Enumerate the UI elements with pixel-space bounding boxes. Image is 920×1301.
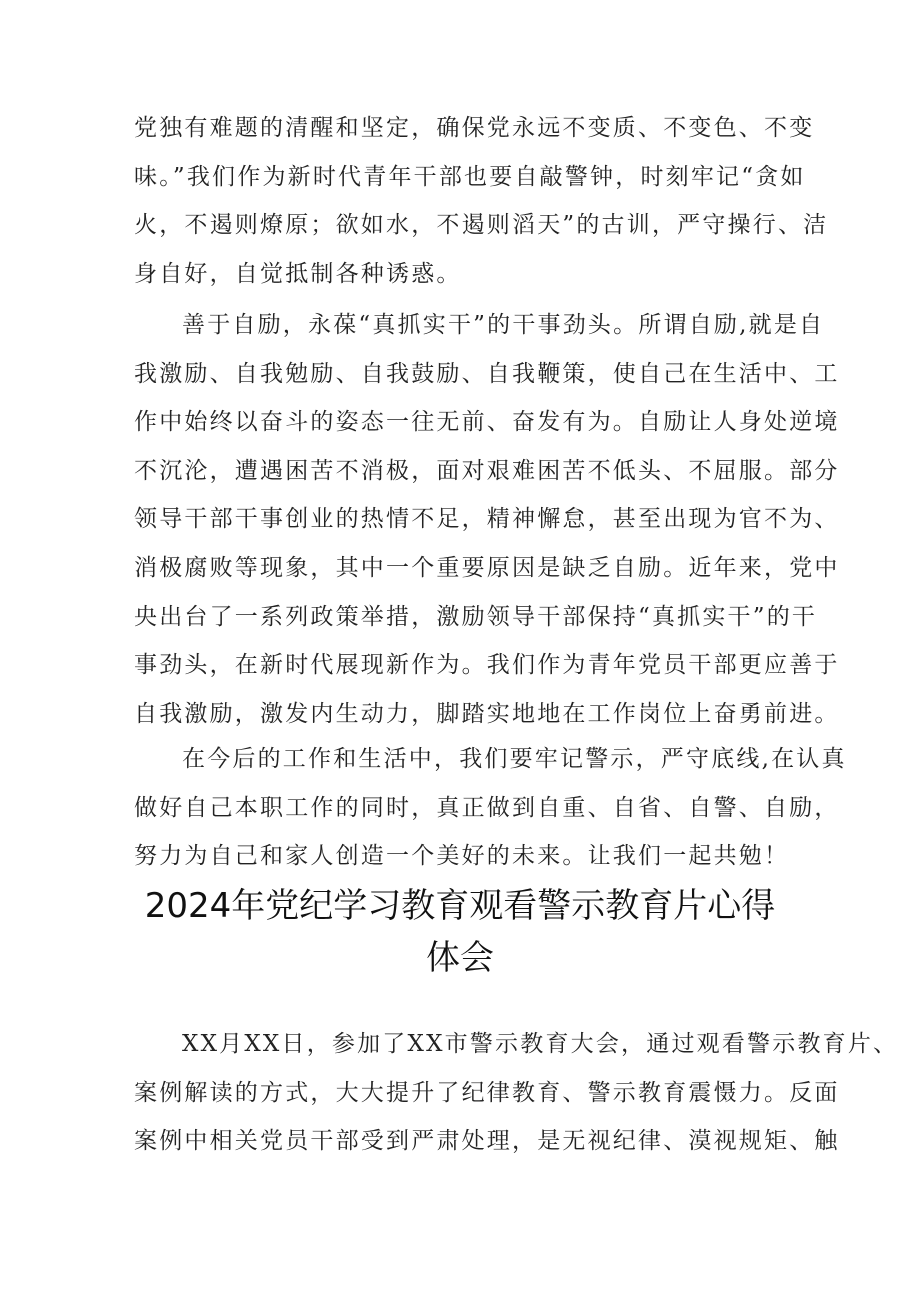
text-line: 领导干部干事创业的热情不足，精神懈怠，甚至出现为官不为、 <box>134 506 840 533</box>
text-line: 善于自励，永葆“真抓实干”的干事劲头。所谓自励,就是自 <box>182 312 825 338</box>
paragraph-self-motivation <box>134 301 840 738</box>
text-line: XX月XX日，参加了XX市警示教育大会，通过观看警示教育片、 <box>182 1031 899 1057</box>
text-line: 火，不遏则燎原；欲如水，不遏则滔天”的古训，严守操行、洁 <box>134 212 829 239</box>
text-line: 做好自己本职工作的同时，真正做到自重、自省、自警、自励， <box>134 794 840 821</box>
article-title <box>120 880 800 984</box>
text-line: 我激励、自我勉励、自我鼓励、自我鞭策，使自己在生活中、工 <box>134 360 840 387</box>
paragraph-intro <box>134 1020 899 1166</box>
title-line-2: 体会 <box>426 938 494 978</box>
text-line: 央出台了一系列政策举措，激励领导干部保持“真抓实干”的干 <box>134 603 818 630</box>
text-line: 案例中相关党员干部受到严肃处理，是无视纪律、漠视规矩、触 <box>134 1128 840 1155</box>
paragraph-conclusion <box>134 735 847 881</box>
text-line: 消极腐败等现象，其中一个重要原因是缺乏自励。近年来，党中 <box>134 554 840 581</box>
text-line: 在今后的工作和生活中，我们要牢记警示，严守底线,在认真 <box>182 746 847 772</box>
text-line: 案例解读的方式，大大提升了纪律教育、警示教育震慑力。反面 <box>134 1079 840 1106</box>
paragraph-continuation <box>134 104 829 298</box>
text-line: 味。”我们作为新时代青年干部也要自敲警钟，时刻牢记“贪如 <box>134 163 806 190</box>
text-line: 作中始终以奋斗的姿态一往无前、奋发有为。自励让人身处逆境 <box>134 409 840 436</box>
text-line: 努力为自己和家人创造一个美好的未来。让我们一起共勉！ <box>134 843 790 870</box>
text-line: 身自好，自觉抵制各种诱惑。 <box>134 260 462 287</box>
text-line: 不沉沦，遭遇困苦不消极，面对艰难困苦不低头、不屈服。部分 <box>134 457 840 484</box>
title-line-1: 2024年党纪学习教育观看警示教育片心得 <box>144 886 776 926</box>
text-line: 自我激励，激发内生动力，脚踏实地地在工作岗位上奋勇前进。 <box>134 700 840 727</box>
text-line: 党独有难题的清醒和坚定，确保党永远不变质、不变色、不变 <box>134 115 815 141</box>
text-line: 事劲头，在新时代展现新作为。我们作为青年党员干部更应善于 <box>134 652 840 679</box>
